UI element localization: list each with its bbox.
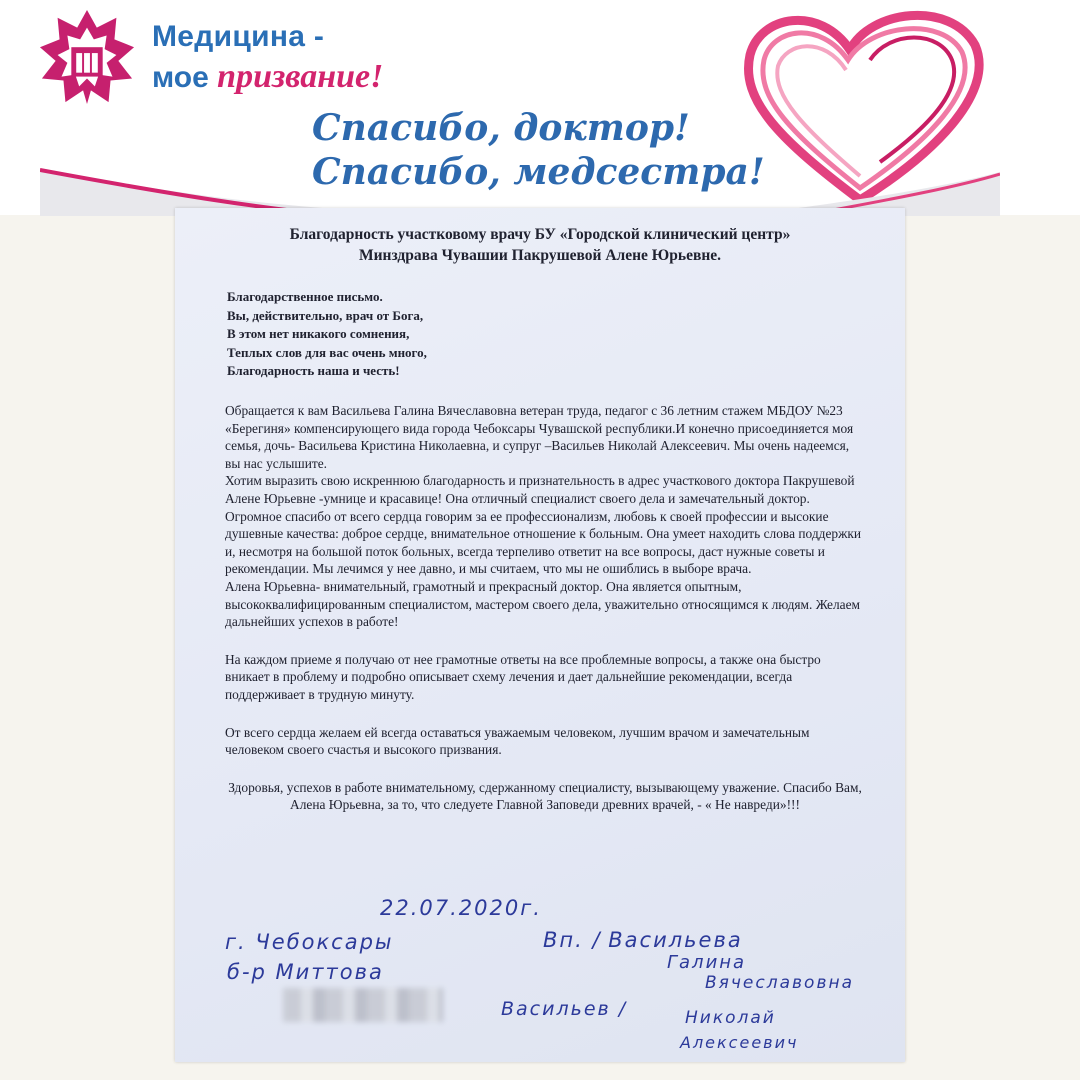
- letter-body: [225, 402, 865, 814]
- banner: [0, 0, 1080, 215]
- paragraph-wishes: От всего сердца желаем ей всегда оставаться уважаемым человеком, лучшим врачом и замечательным человеком своего счастья и высокого призвания.: [225, 724, 810, 758]
- letter-title-line-2: Минздрава Чувашии Пакрушевой Алене Юрьевне.: [358, 247, 722, 264]
- brand-line-2-plain: мое: [152, 61, 209, 94]
- paragraph-closing: Здоровья, успехов в работе внимательному, сдержанному специалисту, вызывающему уважение. Спасибо Вам, Алена Юрьевна, за то, что следуете Главной Заповеди древних врачей, - « Не навреди»!!!: [228, 779, 862, 813]
- brand-line-2: [152, 58, 383, 96]
- signature-initials: Вп. / Васильева: [543, 928, 743, 952]
- signature-second: Васильев /: [501, 998, 627, 1020]
- poem-line: Теплых слов для вас очень много,: [227, 344, 427, 360]
- paragraph-introduction: Обращается к вам Васильева Галина Вячеславовна ветеран труда, педагог с 36 летним стажем МБДОУ №23 «Берегиня» компенсирующего вида города Чебоксары Чувашской республики.И конечно присоединяется моя семья, дочь- Васильева Кристина Николаевна, и супруг –Васильев Николай Алексеевич. Мы очень надеемся, вы нас услышите.: [225, 403, 854, 471]
- signature-first-name: Галина: [667, 952, 747, 973]
- redacted-address: [283, 988, 443, 1022]
- brand-line-2-accent: призвание!: [217, 58, 384, 95]
- paragraph-appointments: На каждом приеме я получаю от нее грамотные ответы на все проблемные вопросы, а также она быстро вникает в проблему и подробно описывает схему лечения и дает дальнейшие рекомендации, всегда поддерживает в трудную минуту.: [225, 651, 821, 702]
- handwritten-city: г. Чебоксары: [225, 930, 394, 954]
- paragraph-gratitude: Хотим выразить свою искреннюю благодарность и признательность в адрес участкового доктора Пакрушевой Алене Юрьевне -умнице и красавице! Она отличный специалист своего дела и замечательный доктор.: [225, 473, 855, 506]
- thanks-nurse: Спасибо, медсестра!: [312, 151, 765, 193]
- paragraph-qualities: Огромное спасибо от всего сердца говорим за ее профессионализм, любовь к своей профессии и высокие душевные качества: доброе сердце, внимательное отношение к больным. Она умеет находить слова поддержки и, несмотря на большой поток больных, всегда терпеливо ответит на все вопросы, даст нужные советы и рекомендации. Мы лечимся у нее давно, и мы считаем, что мы не ошиблись в выборе врача.: [225, 508, 862, 577]
- signature-mark: Вп.: [543, 928, 584, 952]
- signature-surname: Васильева: [608, 928, 743, 952]
- thank-you-letter: [175, 208, 905, 1062]
- brand-line-1: Медицина -: [152, 20, 325, 53]
- poem: [227, 288, 827, 381]
- signature-patronymic: Вячеславовна: [705, 973, 854, 993]
- signature-second-name: Николай: [685, 1008, 776, 1028]
- signature-second-mark: Васильев: [501, 998, 611, 1020]
- signature-second-patronymic: Алексеевич: [680, 1033, 799, 1052]
- poem-line: Вы, действительно, врач от Бога,: [227, 307, 424, 323]
- poem-line: В этом нет никакого сомнения,: [227, 326, 410, 341]
- handwritten-street: б-р Миттова: [227, 960, 384, 984]
- paragraph-praise: Алена Юрьевна- внимательный, грамотный и прекрасный доктор. Она является опытным, высококвалифицированным специалистом, мастером своего дела, уважительно относящимся к людям. Желаем дальнейших успехов в работе!: [225, 578, 861, 630]
- thanks-doctor: Спасибо, доктор!: [312, 107, 690, 149]
- poem-line: Благодарственное письмо.: [227, 289, 383, 304]
- handwritten-date: 22.07.2020г.: [380, 896, 542, 920]
- poem-line: Благодарность наша и честь!: [227, 363, 400, 378]
- letter-title-line-1: Благодарность участковому врачу БУ «Городской клинический центр»: [289, 226, 791, 243]
- chuvash-star-logo: [38, 8, 136, 106]
- letter-title: [195, 224, 885, 266]
